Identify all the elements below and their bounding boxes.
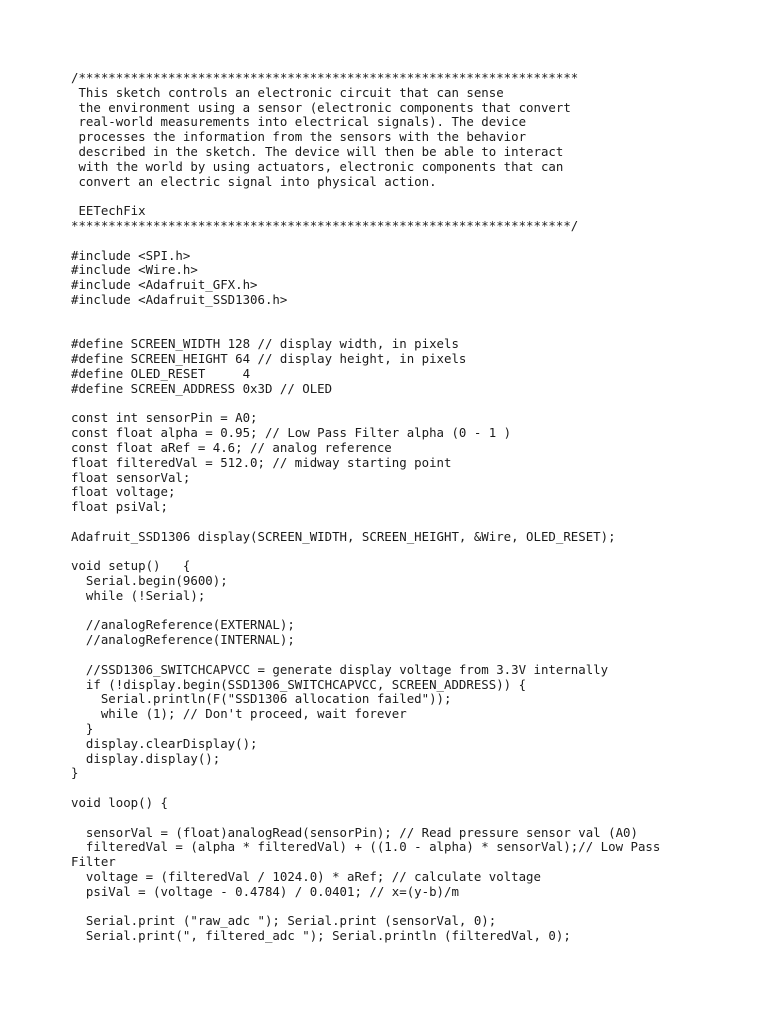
code-line	[71, 323, 761, 338]
code-line: Filter	[71, 854, 116, 870]
code-line: #define SCREEN_ADDRESS 0x3D // OLED	[71, 380, 333, 396]
code-line	[71, 515, 761, 530]
code-line: the environment using a sensor (electronic components that convert	[71, 99, 571, 115]
code-line: while (1); // Don't proceed, wait forever	[71, 706, 407, 722]
code-line: #define SCREEN_WIDTH 128 // display width, in pixels	[71, 336, 459, 352]
code-line: EETechFix	[71, 203, 146, 219]
code-line	[71, 189, 761, 204]
code-line: float sensorVal;	[71, 469, 191, 485]
code-line: #define SCREEN_HEIGHT 64 // display height, in pixels	[71, 351, 467, 367]
code-line: void loop() {	[71, 795, 168, 811]
code-line: }	[71, 721, 94, 737]
code-line: described in the sketch. The device will then be able to interact	[71, 143, 564, 159]
code-line: voltage = (filteredVal / 1024.0) * aRef; // calculate voltage	[71, 869, 541, 885]
code-line: #include <SPI.h>	[71, 247, 191, 263]
code-line	[71, 811, 761, 826]
code-line: #include <Adafruit_SSD1306.h>	[71, 291, 288, 307]
code-line	[71, 397, 761, 412]
code-line: #include <Adafruit_GFX.h>	[71, 277, 258, 293]
code-line: processes the information from the sensors with the behavior	[71, 129, 527, 145]
code-line: display.display();	[71, 750, 221, 766]
code-line: #include <Wire.h>	[71, 262, 198, 278]
code-line	[71, 545, 761, 560]
code-line: //analogReference(EXTERNAL);	[71, 617, 295, 633]
code-line: }	[71, 765, 79, 781]
code-line: display.clearDisplay();	[71, 735, 258, 751]
code-line: filteredVal = (alpha * filteredVal) + ((1.0 - alpha) * sensorVal);// Low Pass	[71, 839, 661, 855]
code-line: //analogReference(INTERNAL);	[71, 632, 295, 648]
code-line: #define OLED_RESET 4	[71, 365, 251, 381]
code-line	[71, 900, 761, 915]
code-line: //SSD1306_SWITCHCAPVCC = generate display voltage from 3.3V internally	[71, 661, 609, 677]
code-line: psiVal = (voltage - 0.4784) / 0.0401; // x=(y-b)/m	[71, 883, 459, 899]
code-line: const int sensorPin = A0;	[71, 410, 258, 426]
code-line	[71, 648, 761, 663]
code-line: float filteredVal = 512.0; // midway starting point	[71, 454, 452, 470]
code-line: float voltage;	[71, 484, 176, 500]
code-line: while (!Serial);	[71, 587, 206, 603]
code-line: const float alpha = 0.95; // Low Pass Filter alpha (0 - 1 )	[71, 425, 512, 441]
code-line	[71, 308, 761, 323]
code-line: with the world by using actuators, electronic components that can	[71, 158, 564, 174]
code-line	[71, 781, 761, 796]
code-line	[71, 234, 761, 249]
code-line: *******************************************************************/	[71, 217, 579, 233]
code-line: Adafruit_SSD1306 display(SCREEN_WIDTH, SCREEN_HEIGHT, &Wire, OLED_RESET);	[71, 528, 616, 544]
code-line: convert an electric signal into physical action.	[71, 173, 437, 189]
code-line: Serial.println(F("SSD1306 allocation failed"));	[71, 691, 452, 707]
code-listing	[71, 71, 761, 944]
code-line: This sketch controls an electronic circuit that can sense	[71, 84, 504, 100]
code-line: Serial.print(", filtered_adc "); Serial.println (filteredVal, 0);	[71, 928, 571, 944]
code-line: Serial.begin(9600);	[71, 573, 228, 589]
code-line	[71, 604, 761, 619]
code-line: real-world measurements into electrical signals). The device	[71, 114, 527, 130]
code-line: void setup() {	[71, 558, 191, 574]
code-line: const float aRef = 4.6; // analog reference	[71, 439, 392, 455]
code-line: Serial.print ("raw_adc "); Serial.print (sensorVal, 0);	[71, 913, 497, 929]
code-line: /*******************************************************************	[71, 70, 579, 85]
code-line: float psiVal;	[71, 499, 168, 515]
code-line: sensorVal = (float)analogRead(sensorPin); // Read pressure sensor val (A0)	[71, 824, 638, 840]
code-line: if (!display.begin(SSD1306_SWITCHCAPVCC, SCREEN_ADDRESS)) {	[71, 676, 527, 692]
